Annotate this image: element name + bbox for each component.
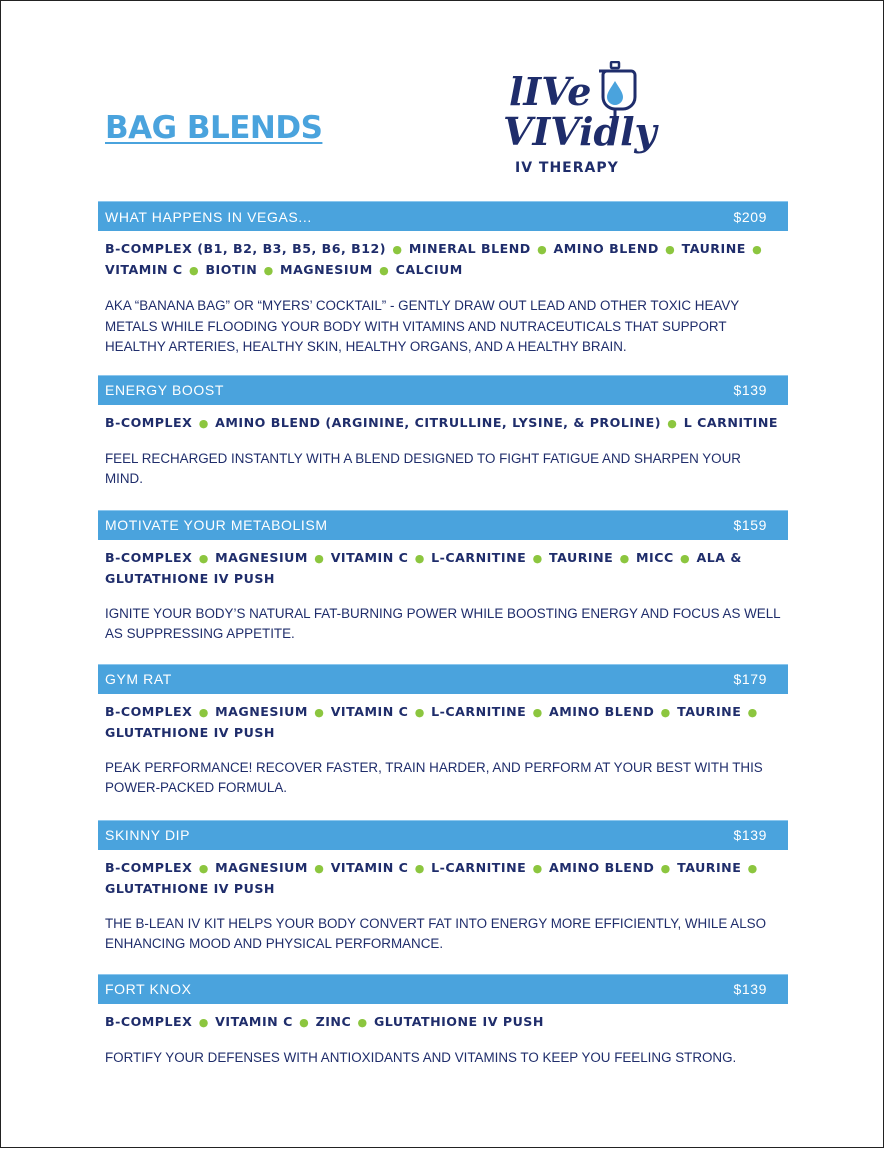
ingredient: VITAMIN C bbox=[105, 262, 183, 277]
ingredient: AMINO BLEND (ARGININE, CITRULLINE, LYSINE, & PROLINE) bbox=[215, 414, 661, 430]
ingredient: L-CARNITINE bbox=[431, 549, 527, 565]
blend-ingredients bbox=[105, 413, 781, 434]
bullet-dot-icon: ● bbox=[656, 861, 676, 875]
blend-description: AKA “BANANA BAG” OR “MYERS’ COCKTAIL” - GENTLY DRAW OUT LEAD AND OTHER TOXIC HEAVY METALS WHILE FLOODING YOUR BODY WITH VITAMINS AND NUTRACEUTICALS THAT SUPPORT HEALTHY ARTERIES, HEALTHY SKIN, HEALTHY ORGANS, AND A HEALTHY BRAIN. bbox=[105, 298, 739, 354]
bullet-dot-icon: ● bbox=[410, 861, 430, 875]
bullet-dot-icon: ● bbox=[615, 551, 634, 565]
blend-description: FORTIFY YOUR DEFENSES WITH ANTIOXIDANTS AND VITAMINS TO KEEP YOU FEELING STRONG. bbox=[105, 1049, 737, 1065]
blend-name: WHAT HAPPENS IN VEGAS... bbox=[105, 208, 312, 225]
blend-header-bar bbox=[98, 375, 788, 405]
blend-header-bar bbox=[98, 510, 788, 540]
bullet-dot-icon: ● bbox=[528, 705, 547, 719]
blend-header-bar bbox=[98, 820, 788, 850]
bullet-dot-icon: ● bbox=[743, 861, 758, 875]
blend-item bbox=[98, 820, 788, 955]
ingredient: TAURINE bbox=[549, 549, 614, 565]
bullet-dot-icon: ● bbox=[528, 551, 547, 565]
page-title: BAG BLENDS bbox=[105, 110, 323, 146]
bullet-dot-icon: ● bbox=[259, 264, 279, 277]
blend-description: PEAK PERFORMANCE! RECOVER FASTER, TRAIN HARDER, AND PERFORM AT YOUR BEST WITH THIS POWER-PACKED FORMULA. bbox=[105, 759, 763, 795]
ingredient: B-COMPLEX bbox=[105, 1013, 193, 1029]
ingredient: B-COMPLEX bbox=[105, 859, 193, 875]
blend-price: $179 bbox=[733, 671, 767, 687]
blend-item bbox=[98, 201, 788, 358]
ingredient: B-COMPLEX (B1, B2, B3, B5, B6, B12) bbox=[105, 241, 387, 256]
ingredient: AMINO BLEND bbox=[553, 241, 659, 256]
ingredient: CALCIUM bbox=[395, 262, 463, 277]
blend-list bbox=[98, 201, 788, 1068]
blend-description: FEEL RECHARGED INSTANTLY WITH A BLEND DESIGNED TO FIGHT FATIGUE AND SHARPEN YOUR MIND. bbox=[105, 450, 741, 486]
ingredient: L-CARNITINE bbox=[431, 859, 527, 875]
bullet-dot-icon: ● bbox=[410, 551, 430, 565]
bullet-dot-icon: ● bbox=[675, 551, 695, 565]
bullet-dot-icon: ● bbox=[194, 705, 214, 719]
brand-logo bbox=[501, 61, 657, 186]
bullet-dot-icon: ● bbox=[194, 861, 214, 875]
blend-price: $139 bbox=[733, 981, 767, 997]
blend-name: GYM RAT bbox=[105, 671, 172, 687]
bullet-dot-icon: ● bbox=[353, 1015, 372, 1029]
ingredient: MAGNESIUM bbox=[280, 262, 373, 277]
blend-header-bar bbox=[98, 664, 788, 694]
bullet-dot-icon: ● bbox=[194, 551, 214, 565]
blend-description: IGNITE YOUR BODY’S NATURAL FAT-BURNING POWER WHILE BOOSTING ENERGY AND FOCUS AS WELL AS SUPPRESSING APPETITE. bbox=[105, 605, 781, 641]
ingredient: B-COMPLEX bbox=[105, 549, 193, 565]
blend-ingredients bbox=[105, 858, 781, 899]
bullet-dot-icon: ● bbox=[309, 551, 329, 565]
ingredient: BIOTIN bbox=[205, 262, 258, 277]
blend-header-bar bbox=[98, 201, 788, 231]
blend-price: $209 bbox=[733, 208, 767, 225]
ingredient: AMINO BLEND bbox=[549, 703, 655, 719]
blend-name: FORT KNOX bbox=[105, 981, 192, 997]
bullet-dot-icon: ● bbox=[532, 243, 552, 256]
bullet-dot-icon: ● bbox=[194, 1015, 214, 1029]
ingredient: TAURINE bbox=[677, 703, 742, 719]
ingredient: B-COMPLEX bbox=[105, 703, 193, 719]
ingredient: GLUTATHIONE IV PUSH bbox=[105, 880, 275, 896]
blend-name: MOTIVATE YOUR METABOLISM bbox=[105, 517, 328, 533]
bullet-dot-icon: ● bbox=[747, 243, 763, 256]
blend-description: THE B-LEAN IV KIT HELPS YOUR BODY CONVERT FAT INTO ENERGY MORE EFFICIENTLY, WHILE ALSO ENHANCING MOOD AND PHYSICAL PERFORMANCE. bbox=[105, 915, 767, 951]
blend-item bbox=[98, 974, 788, 1069]
blend-ingredients bbox=[105, 702, 781, 743]
blend-name: ENERGY BOOST bbox=[105, 382, 224, 398]
bullet-dot-icon: ● bbox=[656, 705, 676, 719]
ingredient: ZINC bbox=[315, 1013, 352, 1029]
ingredient: GLUTATHIONE IV PUSH bbox=[373, 1013, 544, 1029]
bullet-dot-icon: ● bbox=[410, 705, 430, 719]
ingredient: B-COMPLEX bbox=[105, 414, 193, 430]
ingredient: TAURINE bbox=[677, 859, 742, 875]
ingredient: VITAMIN C bbox=[330, 549, 409, 565]
blend-price: $139 bbox=[733, 827, 767, 843]
ingredient: VITAMIN C bbox=[330, 703, 409, 719]
blend-ingredients bbox=[105, 548, 781, 589]
bullet-dot-icon: ● bbox=[743, 705, 758, 719]
bullet-dot-icon: ● bbox=[660, 243, 680, 256]
ingredient: MINERAL BLEND bbox=[408, 241, 531, 256]
blend-header-bar bbox=[98, 974, 788, 1004]
logo-subtitle: IV THERAPY bbox=[515, 160, 619, 176]
ingredient: MAGNESIUM bbox=[215, 549, 308, 565]
bullet-dot-icon: ● bbox=[662, 416, 682, 430]
ingredient: MICC bbox=[636, 549, 674, 565]
logo-word-live: lIVe bbox=[509, 69, 592, 114]
ingredient: ALA & GLUTATHIONE IV PUSH bbox=[105, 549, 742, 586]
bullet-dot-icon: ● bbox=[374, 264, 394, 277]
blend-price: $139 bbox=[733, 382, 767, 398]
ingredient: L CARNITINE bbox=[683, 414, 778, 430]
ingredient: VITAMIN C bbox=[330, 859, 409, 875]
blend-item bbox=[98, 664, 788, 799]
logo-word-vividly: VIVidly bbox=[503, 109, 657, 154]
blend-ingredients bbox=[105, 1012, 781, 1033]
ingredient: VITAMIN C bbox=[215, 1013, 293, 1029]
ingredient: GLUTATHIONE IV PUSH bbox=[105, 724, 275, 740]
blend-item bbox=[98, 510, 788, 645]
ingredient: AMINO BLEND bbox=[549, 859, 655, 875]
blend-ingredients bbox=[105, 239, 781, 281]
bullet-dot-icon: ● bbox=[194, 416, 214, 430]
bullet-dot-icon: ● bbox=[309, 861, 329, 875]
blend-item bbox=[98, 375, 788, 490]
blend-name: SKINNY DIP bbox=[105, 827, 191, 843]
ingredient: TAURINE bbox=[681, 241, 746, 256]
bullet-dot-icon: ● bbox=[294, 1015, 314, 1029]
bullet-dot-icon: ● bbox=[528, 861, 547, 875]
ingredient: MAGNESIUM bbox=[215, 859, 308, 875]
ingredient: L-CARNITINE bbox=[431, 703, 527, 719]
blend-price: $159 bbox=[733, 517, 767, 533]
bullet-dot-icon: ● bbox=[309, 705, 329, 719]
bullet-dot-icon: ● bbox=[388, 243, 407, 256]
bullet-dot-icon: ● bbox=[184, 264, 204, 277]
ingredient: MAGNESIUM bbox=[215, 703, 308, 719]
